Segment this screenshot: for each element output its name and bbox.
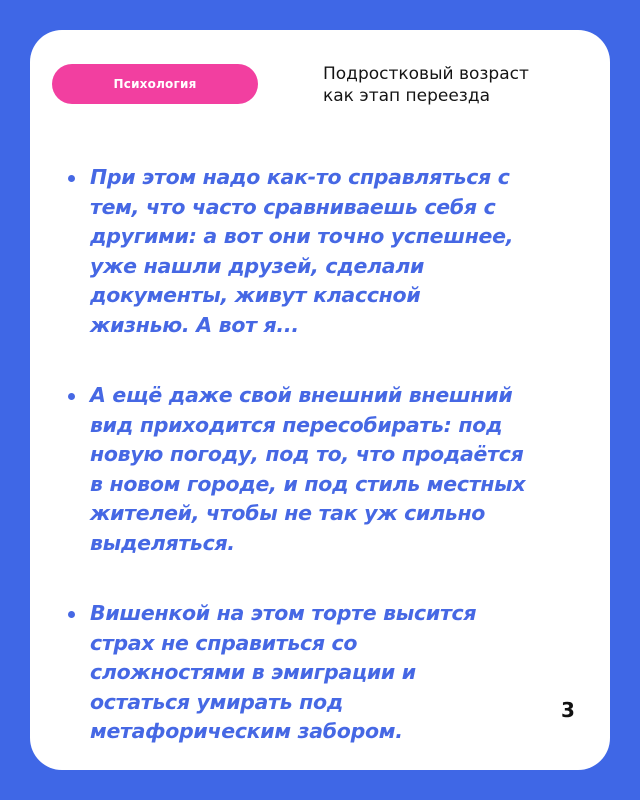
bullet-2-line-4: в новом городе, и под стиль местных xyxy=(90,471,526,496)
bullet-2-line-2: вид приходится пересобирать: под xyxy=(90,412,503,437)
bullet-dot-icon xyxy=(68,393,75,400)
bullet-dot-icon xyxy=(68,611,75,618)
bullet-list xyxy=(64,163,594,747)
bullet-2-line-1: А ещё даже свой внешний внешний xyxy=(90,383,513,407)
page-number: 3 xyxy=(561,698,575,722)
bullet-item-1 xyxy=(64,163,594,340)
slide-card xyxy=(30,30,610,770)
bullet-1-line-1: При этом надо как-то справляться с xyxy=(90,165,510,189)
bullet-item-3 xyxy=(64,599,594,747)
bullet-item-2 xyxy=(64,381,594,558)
bullet-dot-icon xyxy=(68,175,75,182)
slide-title-line-1: Подростковый возраст xyxy=(323,64,529,84)
bullet-1-line-5: документы, живут классной xyxy=(90,283,421,307)
bullet-1-line-3: другими: а вот они точно успешнее, xyxy=(90,224,514,248)
bullet-3-line-2: страх не справиться со xyxy=(90,630,358,655)
bullet-1-line-6: жизнью. А вот я... xyxy=(90,312,299,337)
category-badge: Психология xyxy=(52,64,258,104)
bullet-1-line-4: уже нашли друзей, сделали xyxy=(90,253,425,278)
bullet-1-line-2: тем, что часто сравниваешь себя с xyxy=(90,194,496,219)
slide-title-line-2: как этап переезда xyxy=(323,86,491,106)
bullet-2-line-5: жителей, чтобы не так уж сильно xyxy=(90,501,486,525)
bullet-3-line-4: остаться умирать под xyxy=(90,689,344,714)
bullet-3-line-5: метафорическим забором. xyxy=(90,719,403,743)
bullet-3-line-1: Вишенкой на этом торте высится xyxy=(90,601,477,625)
slide-title xyxy=(323,63,593,107)
bullet-3-line-3: сложностями в эмиграции и xyxy=(90,660,416,684)
bullet-2-line-6: выделяться. xyxy=(90,530,235,555)
bullet-2-line-3: новую погоду, под то, что продаётся xyxy=(90,442,524,466)
